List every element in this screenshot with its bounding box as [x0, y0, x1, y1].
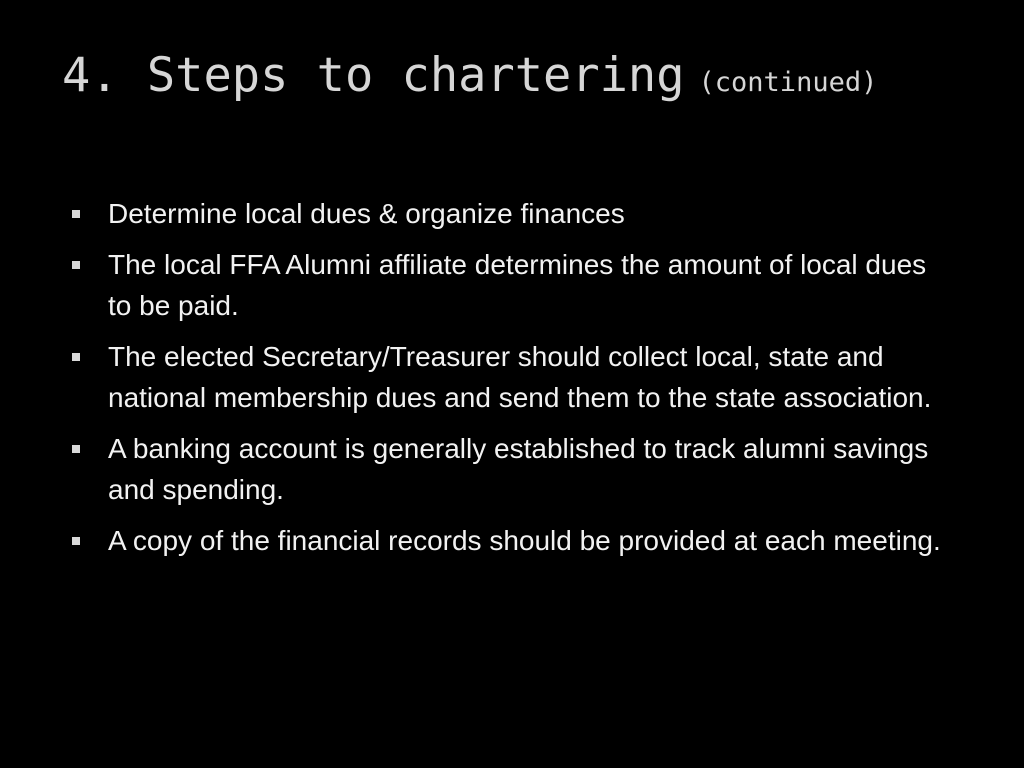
square-bullet-icon [70, 336, 108, 377]
bullet-text: The local FFA Alumni affiliate determines the amount of local dues to be paid. [108, 249, 927, 321]
bullet-item [70, 428, 950, 510]
bullet-list [70, 193, 950, 571]
bullet-item [70, 244, 950, 326]
bullet-item [70, 336, 950, 418]
bullet-text: The elected Secretary/Treasurer should collect local, state and national membership dues and send them to the state association. [108, 341, 932, 413]
square-bullet-icon [70, 193, 108, 234]
square-bullet-icon [70, 428, 108, 469]
square-bullet-icon [70, 520, 108, 561]
bullet-text: A copy of the financial records should be provided at each meeting. [108, 525, 941, 556]
bullet-item [70, 520, 950, 561]
bullet-text: Determine local dues & organize finances [108, 198, 625, 229]
title-main: 4. Steps to chartering [62, 48, 685, 103]
title-subtitle: (continued) [698, 67, 878, 98]
bullet-text: A banking account is generally established to track alumni savings and spending. [108, 433, 929, 505]
slide-title [62, 48, 878, 103]
bullet-item [70, 193, 950, 234]
square-bullet-icon [70, 244, 108, 285]
